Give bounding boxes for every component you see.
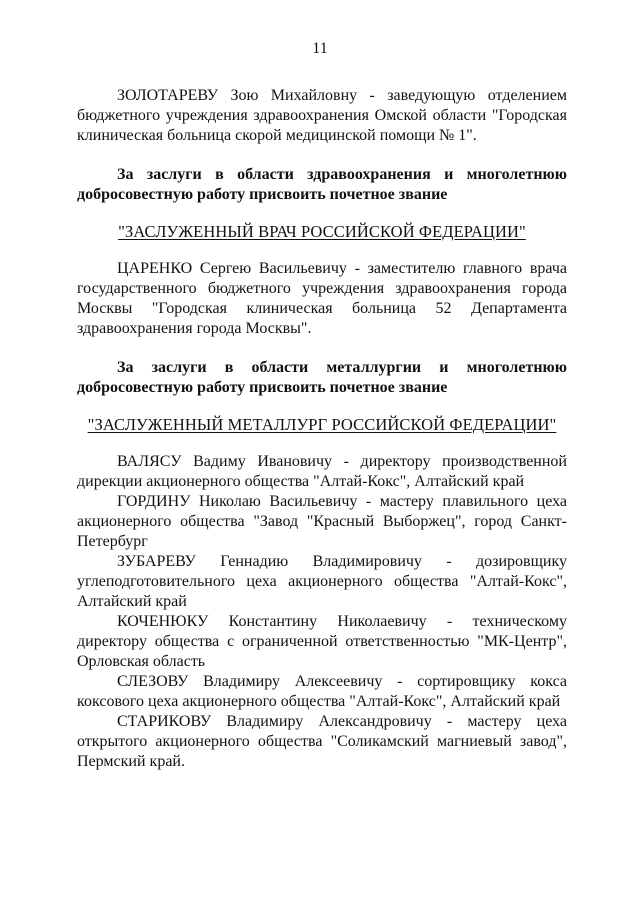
page-number: 11	[312, 40, 328, 57]
title-honored-doctor: "ЗАСЛУЖЕННЫЙ ВРАЧ РОССИЙСКОЙ ФЕДЕРАЦИИ"	[118, 222, 526, 241]
document-body	[77, 86, 567, 772]
paragraph-zubarev: ЗУБАРЕВУ Геннадию Владимировичу - дозировщику углеподготовительного цеха акционерного общества "Алтай-Кокс", Алтайский край	[77, 553, 567, 610]
paragraph-valyas: ВАЛЯСУ Вадиму Ивановичу - директору производственной дирекции акционерного общества "Алтай-Кокс", Алтайский край	[77, 453, 567, 490]
title-honored-metallurgist: "ЗАСЛУЖЕННЫЙ МЕТАЛЛУРГ РОССИЙСКОЙ ФЕДЕРАЦИИ"	[87, 415, 557, 434]
paragraph-slezov: СЛЕЗОВУ Владимиру Алексеевичу - сортировщику кокса коксового цеха акционерного общества "Алтай-Кокс", Алтайский край	[77, 673, 567, 710]
paragraph-tsarenko: ЦАРЕНКО Сергею Васильевичу - заместителю главного врача государственного бюджетного учреждения здравоохранения города Москвы "Городская клиническая больница 52 Департамента здравоохранения города Москвы".	[77, 260, 567, 337]
paragraph-gordin: ГОРДИНУ Николаю Васильевичу - мастеру плавильного цеха акционерного общества "Завод "Красный Выборжец", город Санкт-Петербург	[77, 493, 567, 550]
paragraph-starikov: СТАРИКОВУ Владимиру Александровичу - мастеру цеха открытого акционерного общества "Соликамский магниевый завод", Пермский край.	[77, 713, 567, 770]
award-statement-metallurgy: За заслуги в области металлургии и многолетнюю добросовестную работу присвоить почетное звание	[77, 359, 567, 396]
award-statement-healthcare: За заслуги в области здравоохранения и многолетнюю добросовестную работу присвоить почетное звание	[77, 166, 567, 203]
paragraph-kochenyuk: КОЧЕНЮКУ Константину Николаевичу - техническому директору общества с ограниченной ответственностью "МК-Центр", Орловская область	[77, 613, 567, 670]
paragraph-zolotareva: ЗОЛОТАРЕВУ Зою Михайловну - заведующую отделением бюджетного учреждения здравоохранения Омской области "Городская клиническая больница скорой медицинской помощи № 1".	[77, 87, 567, 144]
